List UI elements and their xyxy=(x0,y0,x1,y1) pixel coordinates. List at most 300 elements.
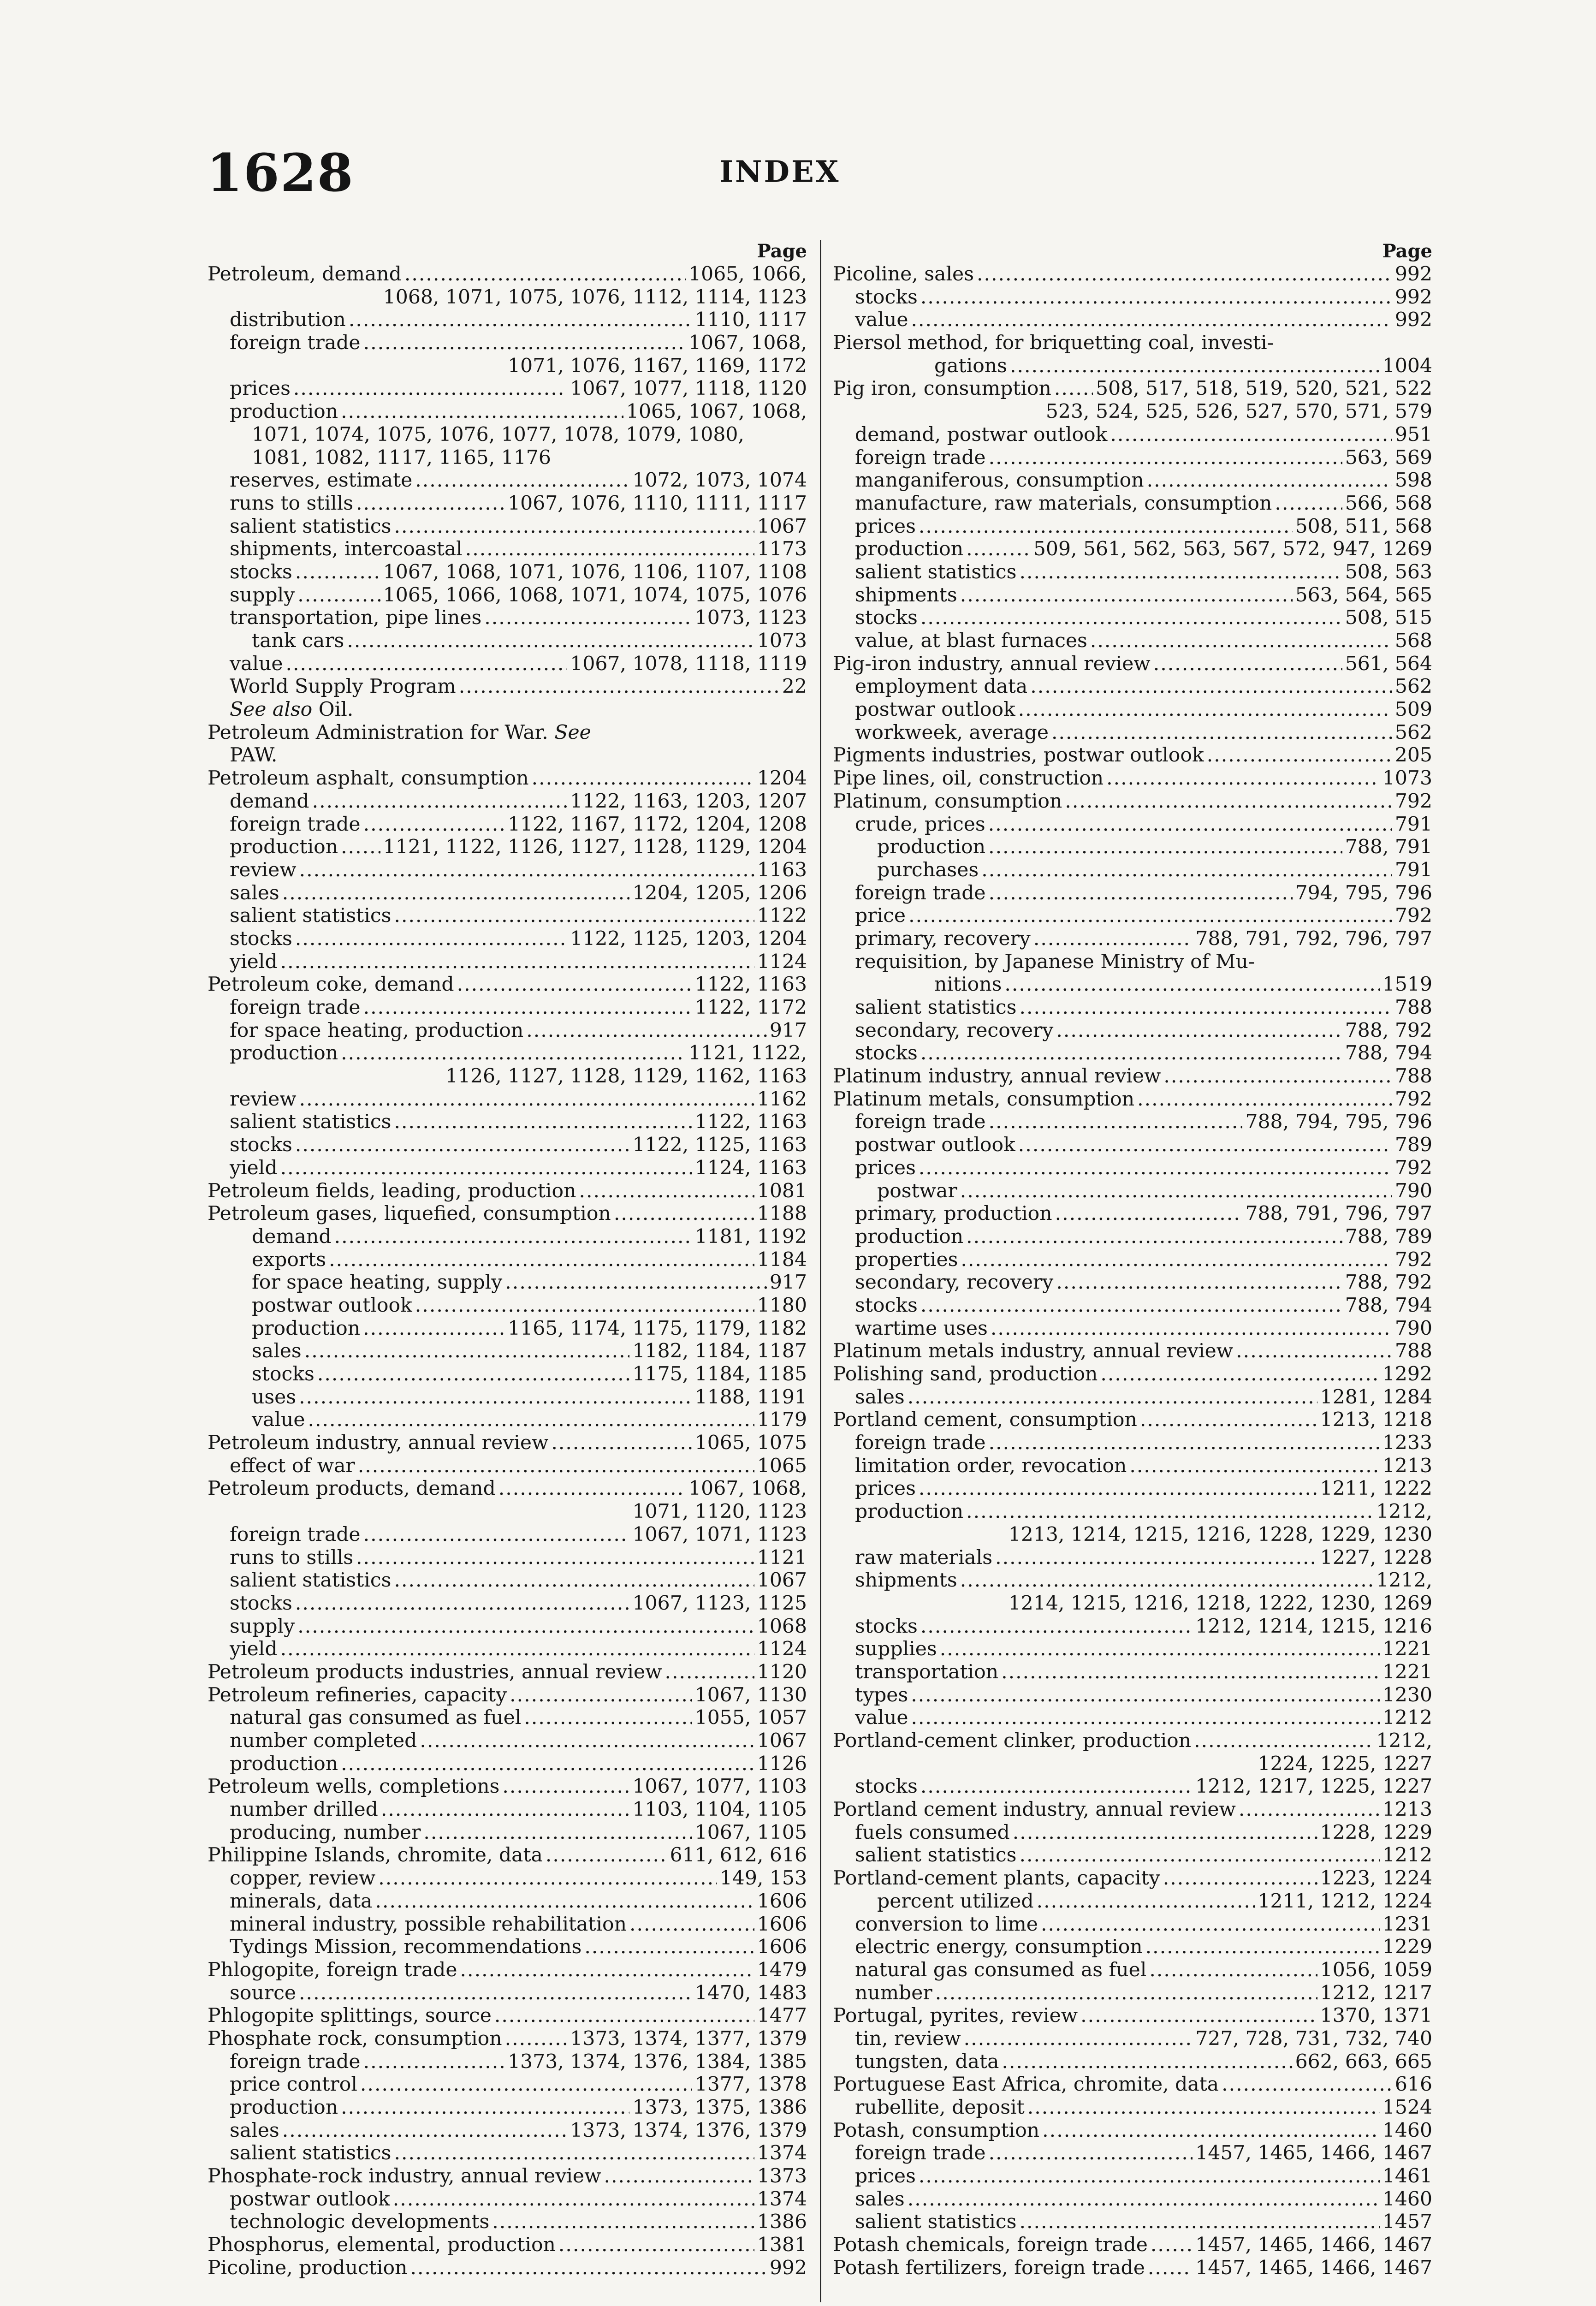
dot-leader xyxy=(1002,2050,1292,2074)
index-entry xyxy=(833,1982,1432,2005)
entry-term: Potash, consumption xyxy=(833,2119,1040,2142)
dot-leader xyxy=(1019,1844,1379,1867)
entry-term: salient statistics xyxy=(855,996,1017,1019)
dot-leader xyxy=(989,882,1293,905)
index-entry xyxy=(208,423,807,446)
entry-term: Phlogopite, foreign trade xyxy=(208,1958,457,1981)
index-entry xyxy=(208,1134,807,1157)
entry-term: purchases xyxy=(877,858,979,881)
index-continuation xyxy=(833,400,1432,423)
dot-leader xyxy=(494,2004,754,2027)
index-entry xyxy=(208,2234,807,2257)
entry-term: salient statistics xyxy=(230,515,392,538)
entry-pages: 1281, 1284 xyxy=(1320,1385,1432,1409)
entry-term: gations xyxy=(934,354,1007,377)
dot-leader xyxy=(1001,1661,1380,1684)
dot-leader xyxy=(1004,973,1379,996)
dot-leader xyxy=(295,561,380,584)
entry-pages: 1457 xyxy=(1382,2211,1432,2234)
dot-leader xyxy=(920,1775,1193,1798)
entry-pages: 1126, 1127, 1128, 1129, 1162, 1163 xyxy=(445,1065,807,1088)
dot-leader xyxy=(940,1638,1380,1661)
entry-pages: 1374 xyxy=(757,2142,807,2165)
entry-pages: 1067, 1130 xyxy=(694,1683,807,1706)
entry-pages: 1122 xyxy=(757,904,807,927)
entry-term: stocks xyxy=(252,1363,314,1385)
entry-pages: 523, 524, 525, 526, 527, 570, 571, 579 xyxy=(1045,400,1432,423)
entry-pages: 1056, 1059 xyxy=(1320,1958,1432,1981)
entry-term: sales xyxy=(230,881,279,904)
index-entry xyxy=(833,1661,1432,1684)
index-entry xyxy=(208,813,807,836)
index-entry xyxy=(833,630,1432,653)
dot-leader xyxy=(920,606,1342,630)
entry-pages: 1067, 1078, 1118, 1119 xyxy=(570,652,807,675)
dot-leader xyxy=(334,1225,692,1248)
dot-leader xyxy=(1019,2211,1379,2234)
index-entries-left xyxy=(208,263,807,2280)
entry-pages: 1212, 1214, 1215, 1216 xyxy=(1195,1615,1432,1638)
index-entry xyxy=(833,1913,1432,1936)
dot-leader xyxy=(312,790,568,813)
entry-term: runs to stills xyxy=(230,492,354,515)
dot-leader xyxy=(293,377,567,400)
entry-term: raw materials xyxy=(855,1546,993,1569)
index-entry xyxy=(208,653,807,676)
index-entry xyxy=(208,1523,807,1546)
entry-pages: 788, 794, 795, 796 xyxy=(1245,1111,1432,1134)
index-entry xyxy=(208,904,807,927)
dot-leader xyxy=(394,1569,754,1592)
entry-term: See also Oil. xyxy=(230,698,354,721)
index-entry xyxy=(833,813,1432,836)
dot-leader xyxy=(1207,744,1392,767)
entry-pages: 1188, 1191 xyxy=(694,1385,807,1409)
index-entry xyxy=(208,446,807,470)
dot-leader xyxy=(960,584,1293,607)
entry-pages: 792 xyxy=(1394,790,1432,813)
dot-leader xyxy=(991,1317,1392,1340)
entry-pages: 1211, 1212, 1224 xyxy=(1258,1890,1432,1913)
entry-pages: 1221 xyxy=(1382,1660,1432,1683)
dot-leader xyxy=(1090,630,1392,653)
entry-term: exports xyxy=(252,1248,326,1271)
dot-leader xyxy=(920,286,1392,309)
entry-term: conversion to lime xyxy=(855,1913,1038,1936)
entry-term: crude, prices xyxy=(855,813,985,836)
entry-pages: 1188 xyxy=(757,1202,807,1225)
entry-term: wartime uses xyxy=(855,1317,988,1340)
dot-leader xyxy=(911,1706,1379,1730)
entry-pages: 562 xyxy=(1394,721,1432,744)
index-entry xyxy=(833,1867,1432,1890)
entry-pages: 1606 xyxy=(757,1890,807,1913)
entry-term: prices xyxy=(855,1477,916,1500)
entry-pages: 598 xyxy=(1394,469,1432,492)
index-entry xyxy=(833,2234,1432,2257)
entry-term: supply xyxy=(230,1615,295,1638)
entry-pages: 1182, 1184, 1187 xyxy=(632,1340,807,1363)
entry-pages: 149, 153 xyxy=(719,1867,807,1890)
index-entry xyxy=(208,1684,807,1707)
index-entry xyxy=(208,1271,807,1294)
entry-term: sales xyxy=(252,1340,302,1363)
entry-term: minerals, data xyxy=(230,1890,373,1913)
dot-leader xyxy=(347,630,754,653)
entry-term: primary, recovery xyxy=(855,927,1031,950)
index-entry xyxy=(833,423,1432,446)
entry-term: PAW. xyxy=(230,744,278,767)
entry-term: requisition, by Japanese Ministry of Mu- xyxy=(855,950,1255,973)
entry-term: production xyxy=(230,2096,338,2119)
dot-leader xyxy=(1056,1019,1342,1042)
index-entry xyxy=(208,927,807,951)
index-entry xyxy=(833,1271,1432,1294)
dot-leader xyxy=(341,836,380,859)
entry-term: natural gas consumed as fuel xyxy=(230,1706,522,1730)
entry-term: types xyxy=(855,1683,908,1706)
dot-leader xyxy=(960,1180,1392,1203)
index-entry xyxy=(833,377,1432,400)
entry-term: stocks xyxy=(855,606,918,630)
entry-pages: 1068, 1071, 1075, 1076, 1112, 1114, 1123 xyxy=(383,285,807,309)
entry-pages: 1163 xyxy=(757,858,807,881)
dot-leader xyxy=(341,1042,686,1065)
index-entry xyxy=(833,2165,1432,2188)
dot-leader xyxy=(935,1982,1317,2005)
entry-pages: 1381 xyxy=(757,2234,807,2257)
dot-leader xyxy=(420,1730,754,1753)
entry-term: electric energy, consumption xyxy=(855,1936,1143,1959)
entry-pages: 1374 xyxy=(757,2187,807,2211)
index-column-left xyxy=(208,240,807,2280)
entry-term: Phosphate-rock industry, annual review xyxy=(208,2165,601,2188)
index-entry xyxy=(833,2142,1432,2165)
index-entry xyxy=(208,2004,807,2027)
index-entry xyxy=(208,561,807,584)
dot-leader xyxy=(295,1592,630,1615)
entry-pages: 1373, 1375, 1386 xyxy=(632,2096,807,2119)
entry-term: Platinum, consumption xyxy=(833,790,1062,813)
entry-pages: 1519 xyxy=(1382,973,1432,996)
entry-pages: 1067 xyxy=(757,1569,807,1592)
dot-leader xyxy=(977,263,1392,286)
index-entry xyxy=(833,1500,1432,1523)
entry-pages: 1204 xyxy=(757,767,807,790)
entry-pages: 1212 xyxy=(1382,1844,1432,1867)
dot-leader xyxy=(341,1753,754,1776)
dot-leader xyxy=(394,2142,754,2165)
dot-leader xyxy=(363,813,505,836)
entry-term: tin, review xyxy=(855,2027,961,2050)
index-entry xyxy=(833,1409,1432,1432)
entry-pages: 508, 511, 568 xyxy=(1295,515,1432,538)
index-entry xyxy=(833,561,1432,584)
dot-leader xyxy=(1222,2073,1392,2096)
entry-pages: 788 xyxy=(1394,996,1432,1019)
index-entry xyxy=(833,2096,1432,2119)
index-entry xyxy=(833,1959,1432,1982)
index-entry xyxy=(208,882,807,905)
entry-pages: 1103, 1104, 1105 xyxy=(632,1798,807,1821)
dot-leader xyxy=(423,1821,692,1844)
entry-pages: 1606 xyxy=(757,1936,807,1959)
entry-term: stocks xyxy=(855,1294,918,1317)
index-column-right xyxy=(833,240,1432,2280)
entry-pages: 792 xyxy=(1394,1088,1432,1111)
entry-term: Petroleum fields, leading, production xyxy=(208,1179,576,1202)
entry-pages: 992 xyxy=(1394,263,1432,285)
dot-leader xyxy=(665,1661,754,1684)
entry-pages: 1126 xyxy=(757,1752,807,1775)
entry-term: number drilled xyxy=(230,1798,378,1821)
entry-pages: 992 xyxy=(1394,285,1432,309)
dot-leader xyxy=(1137,1088,1392,1111)
entry-term: prices xyxy=(230,377,291,400)
entry-pages: 1386 xyxy=(757,2211,807,2234)
index-entry xyxy=(833,263,1432,286)
index-continuation xyxy=(833,1592,1432,1615)
entry-term: foreign trade xyxy=(855,446,986,469)
index-entry xyxy=(833,767,1432,790)
index-entry xyxy=(833,1455,1432,1478)
entry-pages: 1071, 1120, 1123 xyxy=(632,1500,807,1523)
index-entry xyxy=(208,951,807,974)
dot-leader xyxy=(297,1615,754,1638)
entry-pages: 788, 792 xyxy=(1345,1019,1432,1042)
index-entry xyxy=(208,332,807,355)
dot-leader xyxy=(356,1546,754,1569)
entry-pages: 727, 728, 731, 732, 740 xyxy=(1195,2027,1432,2050)
dot-leader xyxy=(1056,1271,1342,1294)
entry-term: Piersol method, for briquetting coal, investi- xyxy=(833,332,1274,355)
entry-pages: 1212 xyxy=(1382,1706,1432,1730)
dot-leader xyxy=(282,882,630,905)
index-entry xyxy=(833,996,1432,1019)
dot-leader xyxy=(1100,1363,1379,1386)
entry-pages: 1122, 1163 xyxy=(694,973,807,996)
entry-term: mineral industry, possible rehabilitation xyxy=(230,1913,627,1936)
entry-term: Portland-cement plants, capacity xyxy=(833,1867,1160,1890)
entry-pages: 788, 792 xyxy=(1345,1271,1432,1294)
index-entry xyxy=(208,1432,807,1455)
entry-pages: 22 xyxy=(782,675,807,698)
index-entry xyxy=(208,721,807,744)
dot-leader xyxy=(394,904,754,927)
entry-term: Petroleum gases, liquefied, consumption xyxy=(208,1202,611,1225)
entry-pages: 791 xyxy=(1394,813,1432,836)
index-entry xyxy=(833,2073,1432,2096)
entry-pages: 1460 xyxy=(1382,2187,1432,2211)
dot-leader xyxy=(526,1019,767,1042)
entry-pages: 1122, 1167, 1172, 1204, 1208 xyxy=(508,813,807,836)
entry-pages: 1124, 1163 xyxy=(694,1156,807,1179)
index-entry xyxy=(208,2188,807,2211)
index-entry xyxy=(208,1386,807,1409)
entry-term: limitation order, revocation xyxy=(855,1454,1127,1477)
index-entry xyxy=(208,1775,807,1798)
dot-leader xyxy=(304,1340,630,1363)
entry-term: Phosphorus, elemental, production xyxy=(208,2234,556,2257)
dot-leader xyxy=(1027,2096,1380,2119)
entry-term: foreign trade xyxy=(855,881,986,904)
entry-term: production xyxy=(855,538,964,561)
entry-term: production xyxy=(230,836,338,859)
entry-pages: 917 xyxy=(769,1271,807,1294)
entry-term: number xyxy=(855,1981,932,2004)
index-entry xyxy=(833,1821,1432,1844)
entry-term: Petroleum, demand xyxy=(208,263,402,285)
dot-leader xyxy=(378,1867,717,1890)
entry-pages: 1065, 1075 xyxy=(694,1432,807,1455)
dot-leader xyxy=(989,1432,1380,1455)
entry-term: shipments xyxy=(855,583,957,606)
entry-term: production xyxy=(252,1317,361,1340)
entry-term: manganiferous, consumption xyxy=(855,469,1144,492)
index-entry xyxy=(208,1753,807,1776)
dot-leader xyxy=(584,1936,754,1959)
index-entry xyxy=(833,1088,1432,1111)
entry-pages: 616 xyxy=(1394,2073,1432,2096)
dot-leader xyxy=(524,1706,692,1730)
dot-leader xyxy=(988,813,1392,836)
index-entry xyxy=(833,836,1432,859)
dot-leader xyxy=(505,1271,767,1294)
index-entry xyxy=(833,286,1432,309)
dot-leader xyxy=(1054,377,1093,400)
dot-leader xyxy=(285,653,567,676)
index-entry xyxy=(833,698,1432,721)
column-header-page: Page xyxy=(1382,240,1432,262)
entry-pages: 1124 xyxy=(757,950,807,973)
index-entry xyxy=(833,515,1432,538)
entry-pages: 792 xyxy=(1394,1248,1432,1271)
dot-leader xyxy=(297,584,380,607)
index-continuation xyxy=(208,355,807,378)
entry-pages: 1370, 1371 xyxy=(1320,2004,1432,2027)
dot-leader xyxy=(1055,1202,1243,1225)
entry-pages: 788, 791, 792, 796, 797 xyxy=(1195,927,1432,950)
entry-term: yield xyxy=(230,1156,278,1179)
entry-pages: 1373, 1374, 1376, 1384, 1385 xyxy=(508,2050,807,2073)
dot-leader xyxy=(1037,1890,1255,1913)
index-entry xyxy=(208,836,807,859)
entry-term: value, at blast furnaces xyxy=(855,630,1087,652)
entry-pages: 1212, xyxy=(1376,1730,1432,1752)
index-continuation xyxy=(208,286,807,309)
dot-leader xyxy=(363,1317,505,1340)
entry-term: postwar outlook xyxy=(855,1134,1015,1157)
dot-leader xyxy=(295,927,567,951)
dot-leader xyxy=(1163,1867,1317,1890)
dot-leader xyxy=(280,1638,754,1661)
entry-term: production xyxy=(230,1752,338,1775)
entry-pages: 1067, 1076, 1110, 1111, 1117 xyxy=(508,492,807,515)
entry-term: demand xyxy=(230,790,309,813)
entry-term: stocks xyxy=(855,1042,918,1065)
index-entry xyxy=(208,584,807,607)
dot-leader xyxy=(317,1363,630,1386)
dot-leader xyxy=(492,2211,754,2234)
entry-term: price control xyxy=(230,2073,357,2096)
column-header-page: Page xyxy=(757,240,807,262)
dot-leader xyxy=(341,2096,629,2119)
entry-term: properties xyxy=(855,1248,958,1271)
dot-leader xyxy=(360,2073,692,2096)
dot-leader xyxy=(465,538,754,561)
index-entry xyxy=(208,2119,807,2142)
entry-term: stocks xyxy=(230,560,292,583)
index-entry xyxy=(208,2211,807,2234)
dot-leader xyxy=(911,309,1392,332)
index-entry xyxy=(833,1111,1432,1134)
dot-leader xyxy=(629,1913,754,1936)
index-entry xyxy=(208,996,807,1019)
entry-pages: 788, 791, 796, 797 xyxy=(1245,1202,1432,1225)
index-entry xyxy=(208,1936,807,1959)
dot-leader xyxy=(1018,1134,1392,1157)
entry-term: Philippine Islands, chromite, data xyxy=(208,1844,543,1867)
index-entry xyxy=(833,1890,1432,1913)
entry-term: Polishing sand, production xyxy=(833,1363,1098,1385)
index-entry xyxy=(208,1042,807,1065)
entry-pages: 568 xyxy=(1394,630,1432,652)
entry-term: primary, production xyxy=(855,1202,1052,1225)
index-entry xyxy=(833,744,1432,767)
entry-pages: 1212, 1217, 1225, 1227 xyxy=(1195,1775,1432,1798)
entry-term: stocks xyxy=(230,927,292,950)
entry-term: shipments xyxy=(855,1569,957,1592)
index-entry xyxy=(833,1248,1432,1272)
entry-term: postwar outlook xyxy=(252,1294,412,1317)
index-entry xyxy=(208,1248,807,1272)
entry-pages: 1073 xyxy=(1382,767,1432,790)
entry-pages: 1377, 1378 xyxy=(694,2073,807,2096)
dot-leader xyxy=(1065,790,1392,813)
entry-pages: 1227, 1228 xyxy=(1320,1546,1432,1569)
index-entry xyxy=(208,859,807,882)
entry-pages: 788, 789 xyxy=(1345,1225,1432,1248)
index-entry xyxy=(833,2050,1432,2074)
entry-pages: 788, 791 xyxy=(1345,836,1432,859)
entry-pages: 1229 xyxy=(1382,1936,1432,1959)
entry-term: secondary, recovery xyxy=(855,1271,1054,1294)
index-entry xyxy=(208,1638,807,1661)
dot-leader xyxy=(505,2027,568,2050)
dot-leader xyxy=(960,1569,1374,1592)
entry-pages: 788 xyxy=(1394,1065,1432,1088)
dot-leader xyxy=(410,2257,766,2280)
index-entry xyxy=(208,1477,807,1500)
index-entry xyxy=(833,469,1432,492)
dot-leader xyxy=(920,1615,1193,1638)
dot-leader xyxy=(1019,996,1392,1019)
dot-leader xyxy=(989,1111,1243,1134)
entry-pages: 1110, 1117 xyxy=(694,309,807,332)
dot-leader xyxy=(502,1775,629,1798)
dot-leader xyxy=(604,2165,754,2188)
entry-pages: 788, 794 xyxy=(1345,1042,1432,1065)
index-entry xyxy=(833,1638,1432,1661)
entry-term: price xyxy=(855,904,906,927)
dot-leader xyxy=(381,1798,630,1821)
entry-pages: 1067, 1068, xyxy=(688,1477,807,1500)
dot-leader xyxy=(363,996,692,1019)
index-entry xyxy=(833,927,1432,951)
entry-pages: 1120 xyxy=(757,1660,807,1683)
index-entry xyxy=(833,2188,1432,2211)
index-entry xyxy=(208,2165,807,2188)
